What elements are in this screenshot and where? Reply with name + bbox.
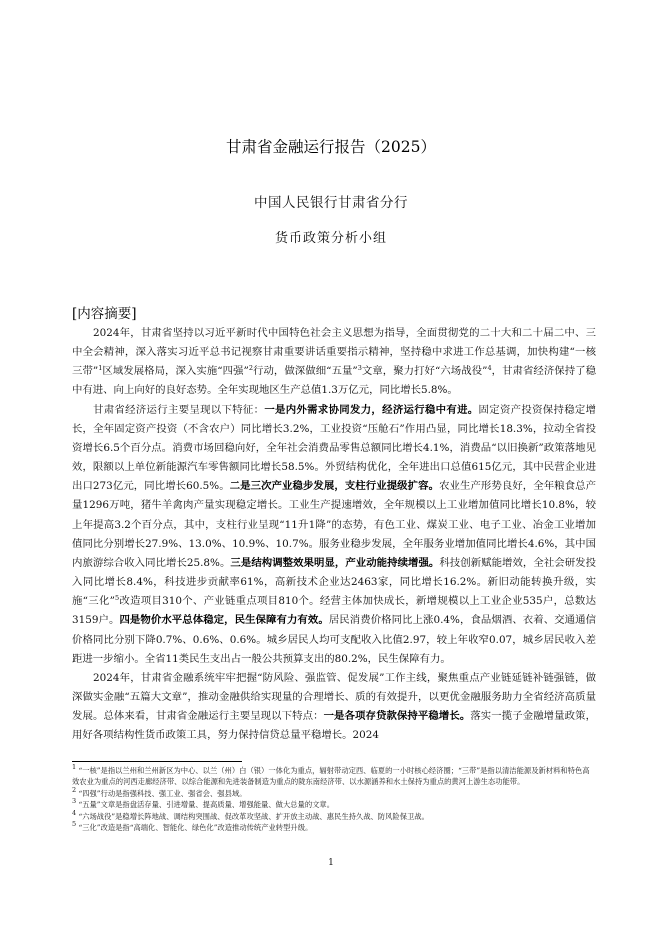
footnote-ref: 2 [248,364,253,373]
author-team: 货币政策分析小组 [274,231,387,246]
key-point: 四是物价水平总体稳定，民生保障有力有效。 [119,614,329,627]
paragraph-1: 2024年，甘肃省坚持以习近平新时代中国特色社会主义思想为指导，全面贯彻党的二十大和二十届二中、三中全会精神，深入落实习近平总书记视察甘肃重要讲话重要指示精神，坚持稳中求进工作总基调，加快构建“一核三带”$^1$区域发展格局，深入实施“四强”$^2$行动，做深做细“五量”$^3$文章，聚力打好“六场战役”$^4$，甘肃省经济保持了稳中有进、向上向好的良好态势。全年实现地区生产总值1.3万亿元，同比增长5.8%。 [72,327,597,397]
report-title: 甘肃省金融运行报告（2025） [226,138,436,156]
footnote-ref: 5 [114,594,120,603]
footnotes [72,765,596,833]
paragraph-2: 甘肃省经济运行主要呈现以下特征：一是内外需求协同发力，经济运行稳中有进。固定资产投资保持稳定增长，全年固定资产投资（不含农户）同比增长3.2%，工业投资“压舱石”作用凸显，同比增长18.3%，拉动全省投资增长6.5个百分点。消费市场回稳向好，全年社会消费品零售总额同比增长4.1%，消费品“以旧换新”政策落地见效，限额以上单位新能源汽车零售额同比增长58.5%。外贸结构优化，全年进出口总值615亿元，其中民营企业进出口273亿元，同比增长60.5%。二是三次产业稳步发展，支柱行业提级扩容。农业生产形势良好，全年粮食总产量1296万吨，猪牛羊禽肉产量实现稳定增长。工业生产提速增效，全年规模以上工业增加值同比增长10.8%，较上年提高3.2个百分点，其中，支柱行业呈现“11升1降”的态势，有色工业、煤炭工业、电子工业、冶金工业增加值同比分别增长27.9%、13.0%、10.9%、10.7%。服务业稳步发展，全年服务业增加值同比增长4.6%，其中国内旅游综合收入同比增长25.8%。三是结构调整效果明显，产业动能持续增强。科技创新赋能增效，全社会研发投入同比增长8.4%，科技进步贡献率61%，高新技术企业达2463家，同比增长16.2%。新旧动能转换升级，实施“三化”$^5$改造项目310个、产业链重点项目810个。经营主体加快成长，新增规模以上工业企业535户，总数达3159户。四是物价水平总体稳定，民生保障有力有效。居民消费价格同比上涨0.4%，食品烟酒、衣着、交通通信价格同比分别下降0.7%、0.6%、0.6%。城乡居民人均可支配收入比值2.97，较上年收窄0.07，城乡居民收入差距进一步缩小。全省11类民生支出占一般公共预算支出的80.2%，民生保障有力。 [72,403,597,665]
footnote-ref: 3 [357,364,362,373]
author-organization: 中国人民银行甘肃省分行 [254,195,408,211]
footnote: $^3$ “五量”文章是指盘活存量、引进增量、提高质量、增强能量、做大总量的文章。 [72,797,335,810]
key-point: 一是内外需求协同发力，经济运行稳中有进。 [264,403,479,416]
abstract-body [72,324,596,745]
key-point: 三是结构调整效果明显，产业动能持续增强。 [230,556,440,569]
footnote: $^5$ “三化”改造是指“高端化、智能化、绿色化”改造推动传统产业转型升级。 [72,820,313,833]
footnote: $^2$ “四强”行动是指强科技、强工业、强省会、强县域。 [72,785,247,798]
page-number: 1 [328,858,334,868]
footnote-ref: 4 [487,364,492,373]
footnote-ref: 1 [98,364,103,373]
footnote: $^4$ “六场战役”是稳增长阵地战、调结构突围战、促改革攻坚战、扩开放主动战、惠民生持久战、防风险保卫战。 [72,808,429,821]
key-point: 一是各项存贷款保持平稳增长。 [323,710,471,723]
key-point: 二是三次产业稳步发展，支柱行业提级扩容。 [229,480,440,493]
footnote-divider [72,761,242,762]
footnote: $^1$ “一核”是指以兰州和兰州新区为中心、以兰（州）白（银）一体化为重点，辐射带动定西、临夏的一小时核心经济圈；“三带”是指以清洁能源及新材料和特色高效农业为重点的河西走廊经济带、以综合能源和先进装备制造为重点的陇东南经济带、以水源涵养和水土保持为重点的黄河上游生态功能带。 [72,763,590,787]
section-heading: [内容摘要] [72,306,137,322]
paragraph-3: 2024年，甘肃省金融系统牢牢把握“防风险、强监管、促发展”工作主线，聚焦重点产业链延链补链强链，做深做实金融“五篇大文章”，推动金融供给实现量的合理增长、质的有效提升，以更优金融服务助力全省经济高质量发展。总体来看，甘肃省金融运行主要呈现以下特点：一是各项存贷款保持平稳增长。落实一揽子金融增量政策，用好各项结构性货币政策工具，努力保持信贷总量平稳增长。2024 [72,671,597,742]
